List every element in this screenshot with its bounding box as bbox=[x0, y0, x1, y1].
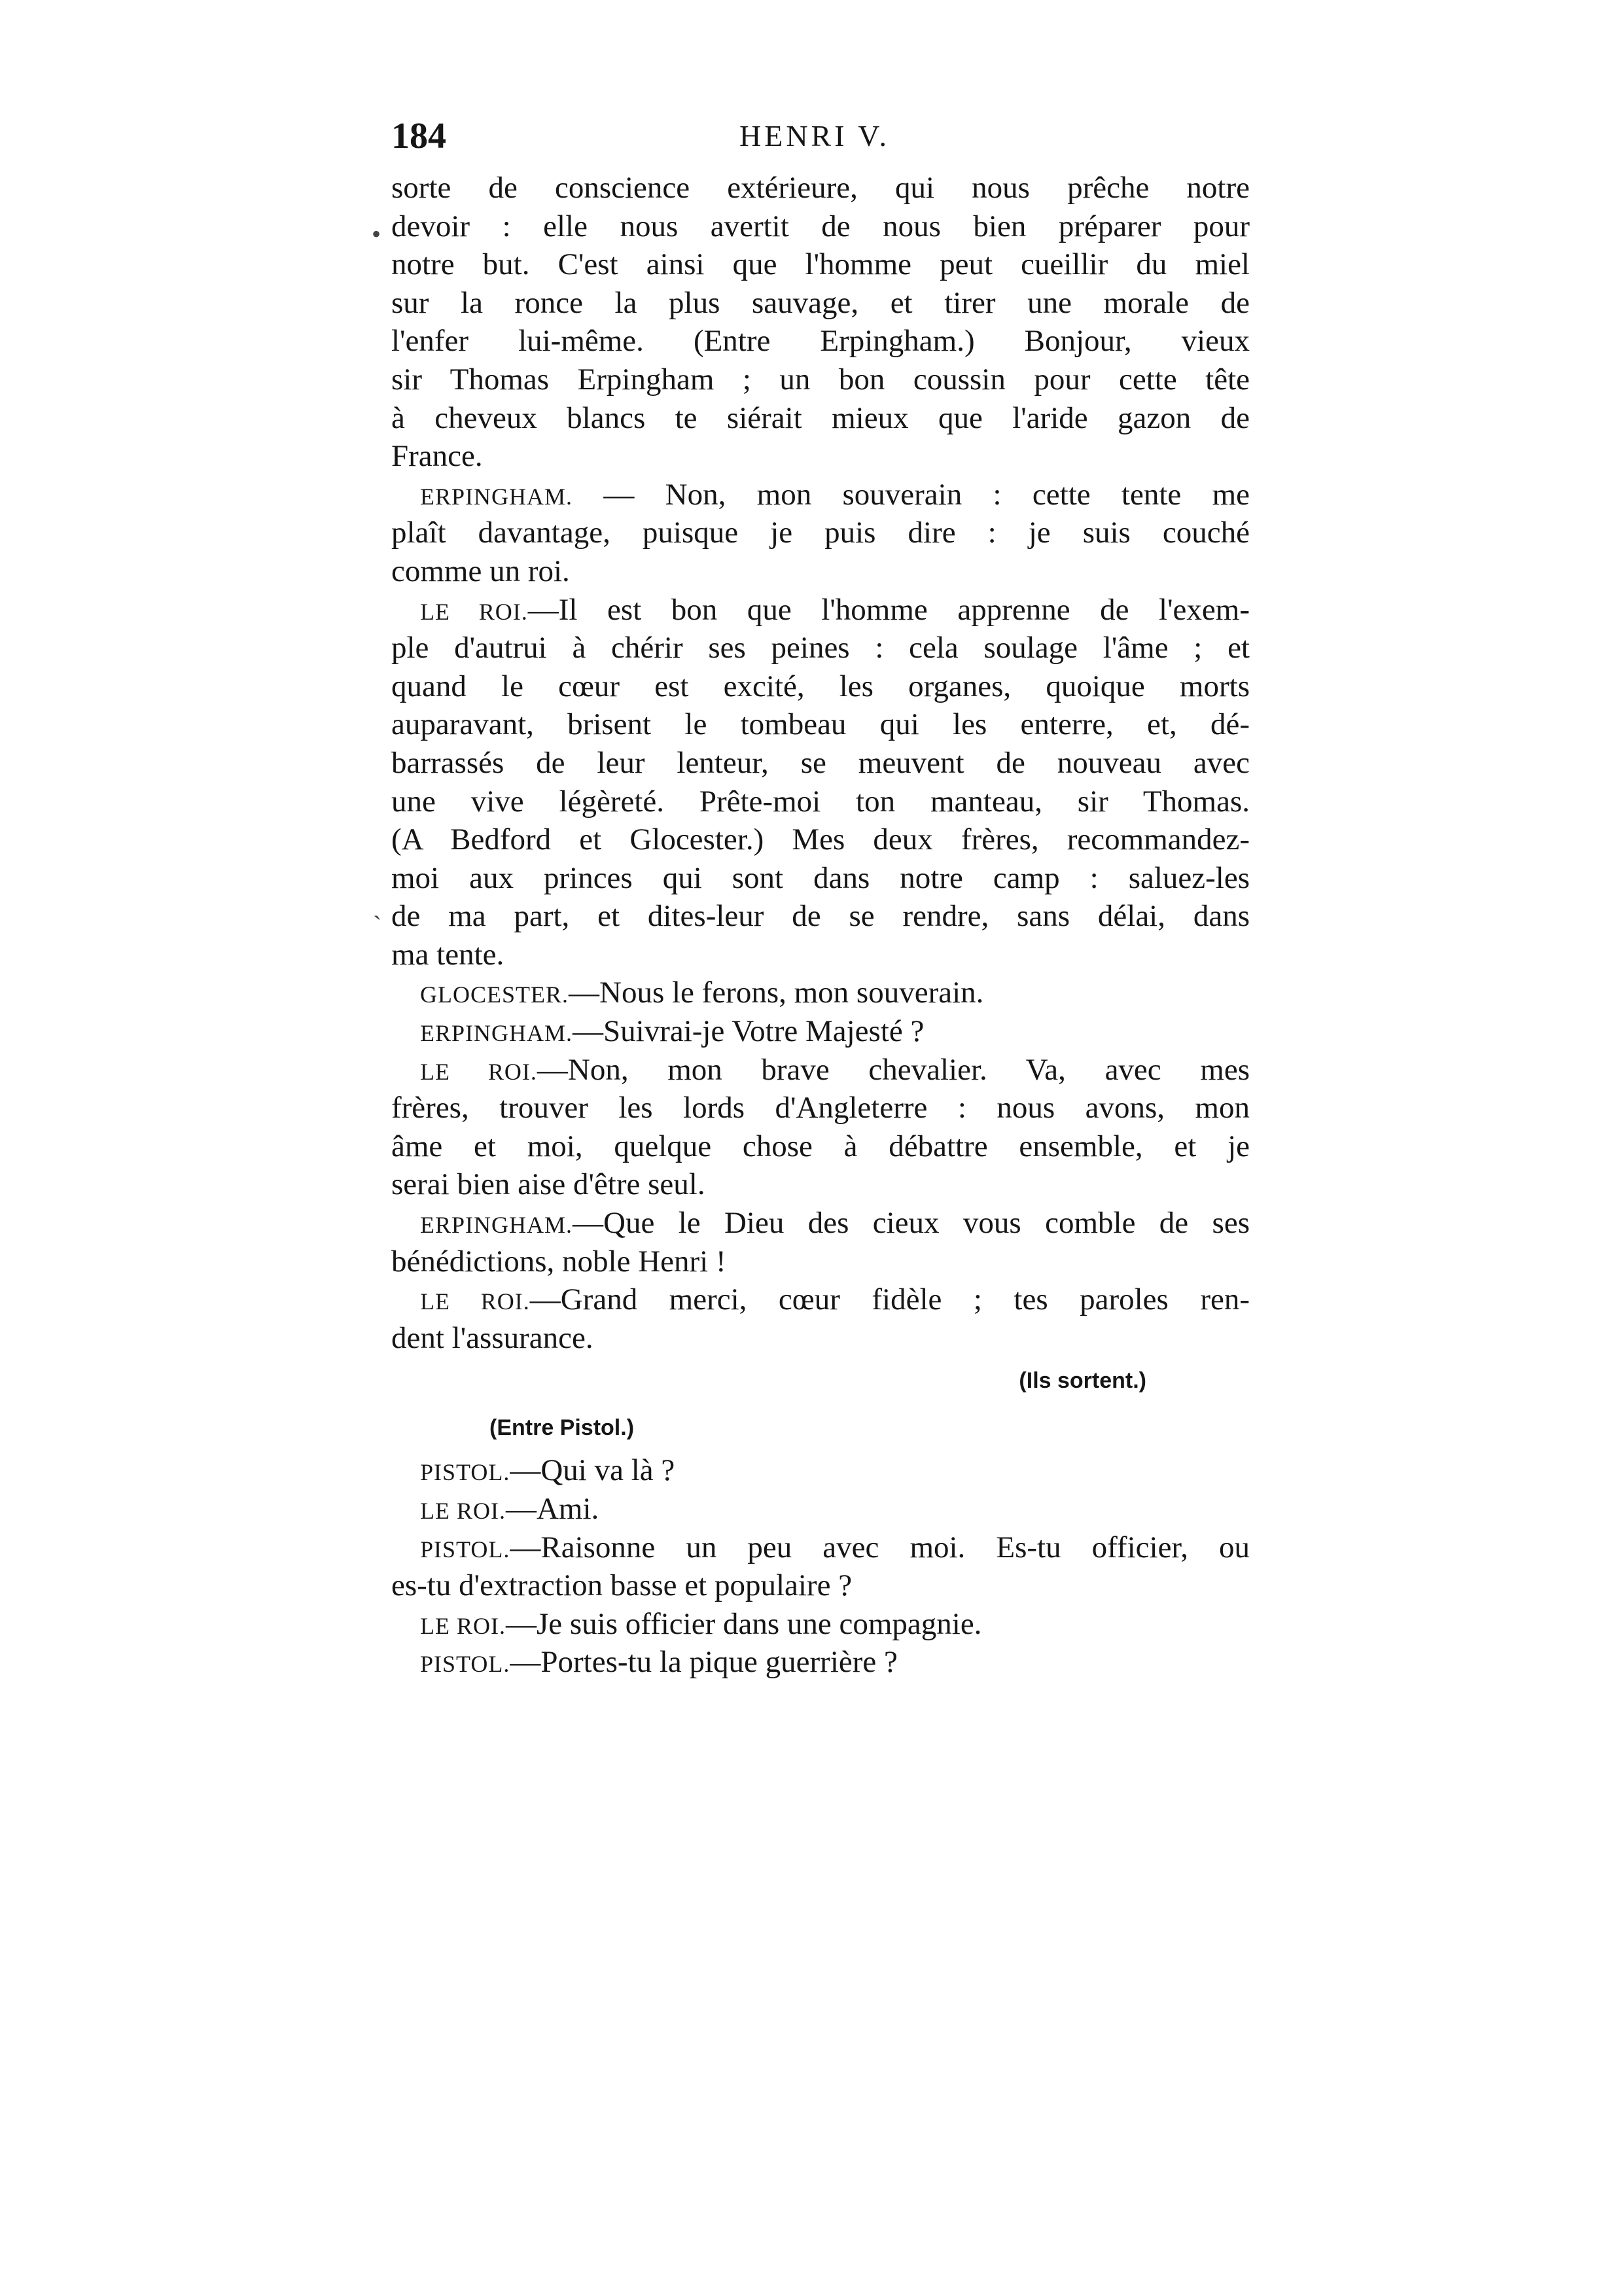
speech-text: —Raisonne un peu avec moi. Es-tu officier, ou bbox=[510, 1530, 1250, 1564]
text-line: moi aux princes qui sont dans notre camp : saluez-les bbox=[391, 860, 1250, 895]
text-line: sur la ronce la plus sauvage, et tirer une morale de bbox=[391, 285, 1250, 320]
text-line: quand le cœur est excité, les organes, quoique morts bbox=[391, 669, 1250, 703]
running-title: HENRI V. bbox=[739, 119, 890, 152]
text-line: frères, trouver les lords d'Angleterre : nous avons, mon bbox=[391, 1091, 1250, 1125]
text-line: plaît davantage, puisque je puis dire : je suis couché bbox=[391, 516, 1250, 550]
speaker-name: ERPINGHAM. bbox=[420, 483, 573, 510]
text-line: à cheveux blancs te siérait mieux que l'aride gazon de bbox=[391, 400, 1250, 435]
speech-text: —Nous le ferons, mon souverain. bbox=[569, 976, 984, 1010]
speech-pistol bbox=[391, 1528, 1250, 1567]
text-line: bénédictions, noble Henri ! bbox=[391, 1244, 726, 1279]
speech-text: —Qui va là ? bbox=[510, 1453, 675, 1488]
text-line: l'enfer lui-même. (Entre Erpingham.) Bonjour, vieux bbox=[391, 324, 1250, 359]
text-line: âme et moi, quelque chose à débattre ensemble, et je bbox=[391, 1129, 1250, 1163]
text-line: comme un roi. bbox=[391, 554, 570, 588]
speaker-name: LE ROI. bbox=[420, 598, 528, 625]
speaker-name: LE ROI. bbox=[420, 1058, 537, 1085]
text-line: devoir : elle nous avertit de nous bien préparer pour bbox=[391, 209, 1250, 243]
speech-le-roi bbox=[391, 1051, 1250, 1089]
speech-pistol bbox=[391, 1643, 1250, 1682]
speaker-name: GLOCESTER. bbox=[420, 981, 569, 1008]
speaker-name: PISTOL. bbox=[420, 1459, 510, 1486]
speech-glocester bbox=[391, 974, 1250, 1012]
speech-text: —Grand merci, cœur fidèle ; tes paroles ren- bbox=[529, 1282, 1250, 1317]
text-line: barrassés de leur lenteur, se meuvent de nouveau avec bbox=[391, 745, 1250, 780]
speech-text: —Suivrai-je Votre Majesté ? bbox=[573, 1014, 925, 1049]
text-line: es-tu d'extraction basse et populaire ? bbox=[391, 1568, 853, 1603]
speech-erpingham bbox=[391, 1012, 1250, 1051]
speech-text: —Je suis officier dans une compagnie. bbox=[505, 1606, 982, 1641]
speaker-name: LE ROI. bbox=[420, 1612, 506, 1639]
text-line: ma tente. bbox=[391, 937, 504, 972]
text-line: notre but. C'est ainsi que l'homme peut cueillir du miel bbox=[391, 247, 1250, 282]
speech-erpingham bbox=[391, 1204, 1250, 1243]
margin-dot-mark: • bbox=[372, 219, 381, 249]
speech-erpingham bbox=[391, 476, 1250, 514]
speech-text: —Que le Dieu des cieux vous comble de ses bbox=[573, 1206, 1250, 1241]
speech-text: — Non, mon souverain : cette tente me bbox=[573, 477, 1250, 512]
speech-text: —Portes-tu la pique guerrière ? bbox=[510, 1645, 898, 1680]
speaker-name: PISTOL. bbox=[420, 1536, 510, 1563]
speech-le-roi bbox=[391, 1490, 1250, 1528]
text-body bbox=[391, 169, 1250, 1682]
text-line: serai bien aise d'être seul. bbox=[391, 1167, 705, 1202]
speaker-name: LE ROI. bbox=[420, 1288, 530, 1315]
text-line: France. bbox=[391, 439, 483, 474]
stage-direction-exit: (Ils sortent.) bbox=[1019, 1368, 1146, 1394]
margin-tick-mark: ˎ bbox=[373, 891, 382, 920]
text-line: une vive légèreté. Prête-moi ton manteau, sir Thomas. bbox=[391, 784, 1250, 819]
speech-le-roi bbox=[391, 1280, 1250, 1319]
speech-pistol bbox=[391, 1451, 1250, 1490]
speaker-name: ERPINGHAM. bbox=[420, 1020, 573, 1047]
speech-le-roi bbox=[391, 1605, 1250, 1644]
speech-text: —Ami. bbox=[505, 1492, 599, 1526]
text-line: sorte de conscience extérieure, qui nous prêche notre bbox=[391, 171, 1250, 205]
text-line: dent l'assurance. bbox=[391, 1320, 593, 1355]
page-header bbox=[391, 110, 1250, 162]
speech-text: —Il est bon que l'homme apprenne de l'exem- bbox=[527, 592, 1250, 627]
text-line: de ma part, et dites-leur de se rendre, sans délai, dans bbox=[391, 899, 1250, 934]
page-number: 184 bbox=[391, 116, 446, 156]
speaker-name: PISTOL. bbox=[420, 1651, 510, 1678]
stage-direction-enter: (Entre Pistol.) bbox=[489, 1415, 635, 1441]
text-line: auparavant, brisent le tombeau qui les enterre, et, dé- bbox=[391, 707, 1250, 742]
speech-text: —Non, mon brave chevalier. Va, avec mes bbox=[537, 1052, 1250, 1087]
text-line: ple d'autrui à chérir ses peines : cela soulage l'âme ; et bbox=[391, 631, 1250, 665]
speech-le-roi bbox=[391, 591, 1250, 629]
speaker-name: ERPINGHAM. bbox=[420, 1212, 573, 1239]
text-line: (A Bedford et Glocester.) Mes deux frères, recommandez- bbox=[391, 822, 1250, 857]
text-line: sir Thomas Erpingham ; un bon coussin pour cette tête bbox=[391, 362, 1250, 397]
speaker-name: LE ROI. bbox=[420, 1498, 506, 1524]
